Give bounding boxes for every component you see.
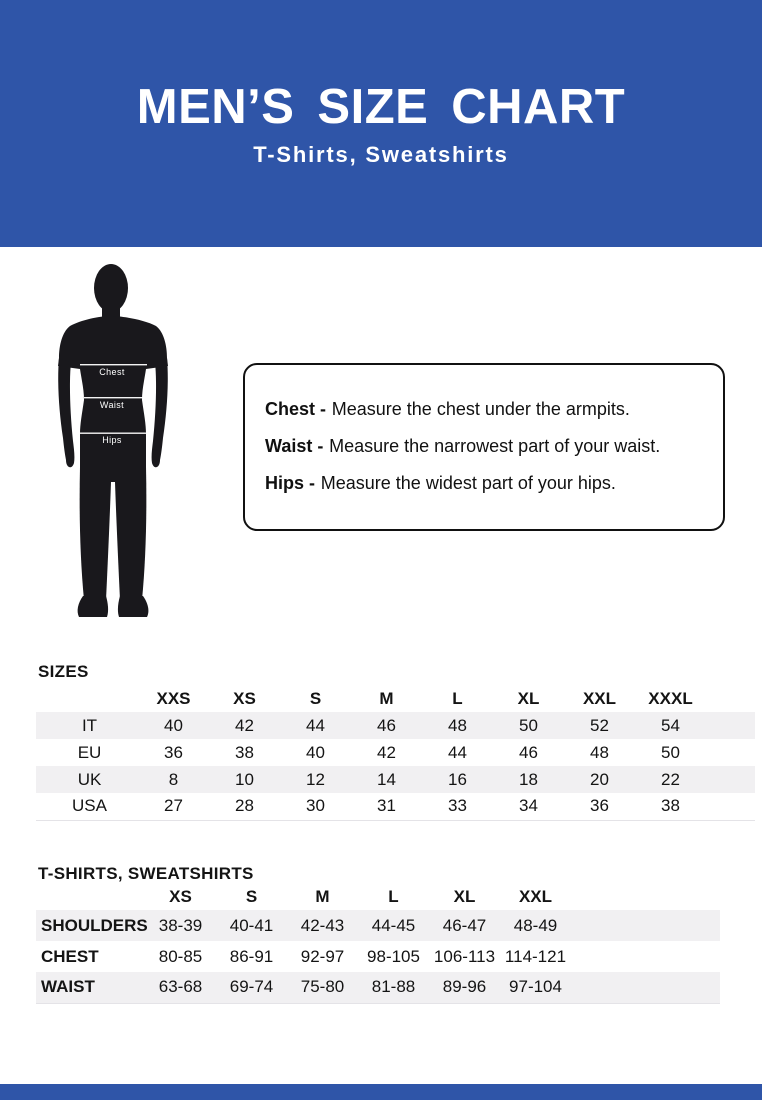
hips-figure-label: Hips	[102, 435, 122, 445]
chest-measure-line	[80, 364, 147, 365]
column-header: XXL	[518, 887, 553, 906]
size-value: 8	[168, 769, 179, 789]
corner-cell	[36, 686, 138, 712]
size-value: 42	[377, 742, 396, 762]
size-value: 31	[377, 796, 396, 816]
measure-range: 44-45	[371, 915, 416, 935]
size-value: 10	[235, 769, 254, 789]
size-value: 18	[519, 769, 538, 789]
man-silhouette-figure	[54, 262, 172, 622]
measure-range: 38-39	[158, 915, 203, 935]
measure-range: 81-88	[371, 977, 416, 997]
row-label: USA	[72, 796, 107, 816]
hips-measure-line	[80, 433, 148, 434]
waist-term: Waist -	[265, 436, 324, 457]
column-header: XL	[453, 887, 476, 906]
size-value: 14	[377, 769, 396, 789]
page-title: MEN’S SIZE CHART	[136, 80, 626, 134]
size-value: 34	[519, 796, 538, 816]
row-label: UK	[77, 769, 102, 789]
waist-desc: Measure the narrowest part of your waist.	[329, 436, 661, 457]
footer-accent-bar	[0, 1084, 762, 1100]
filler-cell	[571, 910, 720, 941]
hips-measure-description	[265, 474, 705, 494]
garment-row-chest	[36, 941, 720, 972]
size-value: 36	[164, 742, 183, 762]
filler-cell	[706, 766, 755, 793]
column-header: L	[388, 887, 399, 906]
garment-row-waist	[36, 972, 720, 1003]
corner-cell	[36, 884, 145, 910]
size-value: 48	[448, 715, 467, 735]
measure-range: 75-80	[300, 977, 345, 997]
size-value: 54	[661, 715, 680, 735]
filler-cell	[706, 793, 755, 820]
measure-range: 89-96	[442, 977, 487, 997]
filler-cell	[706, 686, 755, 712]
size-value: 46	[377, 715, 396, 735]
measure-range: 97-104	[509, 977, 562, 997]
size-value: 20	[590, 769, 609, 789]
filler-cell	[571, 941, 720, 972]
size-value: 28	[235, 796, 254, 816]
measure-range: 46-47	[442, 915, 487, 935]
column-header: S	[309, 689, 322, 708]
garment-measurements-table	[36, 884, 720, 1004]
filler-cell	[571, 884, 720, 910]
sizes-row-usa	[36, 793, 755, 820]
size-value: 50	[519, 715, 538, 735]
chest-term: Chest -	[265, 399, 327, 420]
size-value: 22	[661, 769, 680, 789]
size-value: 33	[448, 796, 467, 816]
size-value: 38	[661, 796, 680, 816]
row-label: IT	[81, 715, 98, 735]
waist-measure-description	[265, 437, 705, 457]
row-label: SHOULDERS	[41, 915, 148, 935]
column-header: M	[315, 887, 330, 906]
filler-cell	[571, 972, 720, 1003]
measure-range: 42-43	[300, 915, 345, 935]
hips-desc: Measure the widest part of your hips.	[320, 472, 616, 493]
size-value: 50	[661, 742, 680, 762]
size-value: 40	[164, 715, 183, 735]
size-value: 12	[306, 769, 325, 789]
garment-section-heading: T-SHIRTS, SWEATSHIRTS	[38, 864, 254, 883]
size-value: 42	[235, 715, 254, 735]
sizes-row-it	[36, 712, 755, 739]
size-value: 44	[448, 742, 467, 762]
row-label: CHEST	[41, 946, 99, 966]
size-value: 40	[306, 742, 325, 762]
column-header: XS	[169, 887, 192, 906]
measure-range: 98-105	[367, 946, 420, 966]
measure-range: 106-113	[433, 946, 496, 966]
measure-range: 63-68	[158, 977, 203, 997]
column-header: S	[245, 887, 258, 906]
chest-measure-description	[265, 400, 705, 420]
column-header: XXXL	[648, 689, 693, 708]
chest-figure-label: Chest	[99, 367, 125, 377]
sizes-conversion-table	[36, 686, 755, 821]
measure-range: 86-91	[229, 946, 274, 966]
size-value: 46	[519, 742, 538, 762]
column-header: XXL	[582, 689, 617, 708]
size-value: 52	[590, 715, 609, 735]
row-label: WAIST	[41, 977, 95, 997]
measure-range: 114-121	[504, 946, 567, 966]
column-header: XXS	[156, 689, 191, 708]
filler-cell	[706, 739, 755, 766]
header-band	[0, 0, 762, 247]
hips-term: Hips -	[265, 472, 316, 493]
sizes-header-row	[36, 686, 755, 712]
size-value: 16	[448, 769, 467, 789]
size-value: 48	[590, 742, 609, 762]
measure-range: 69-74	[229, 977, 274, 997]
page-subtitle: T-Shirts, Sweatshirts	[253, 141, 509, 167]
measure-range: 48-49	[513, 915, 558, 935]
filler-cell	[706, 712, 755, 739]
garment-row-shoulders	[36, 910, 720, 941]
chest-desc: Measure the chest under the armpits.	[331, 399, 630, 420]
column-header: XL	[517, 689, 540, 708]
size-value: 38	[235, 742, 254, 762]
column-header: L	[452, 689, 463, 708]
row-label: EU	[77, 742, 102, 762]
column-header: XS	[233, 689, 256, 708]
sizes-row-uk	[36, 766, 755, 793]
garment-header-row	[36, 884, 720, 910]
measure-range: 92-97	[300, 946, 345, 966]
sizes-section-heading: SIZES	[38, 662, 89, 681]
waist-figure-label: Waist	[99, 400, 125, 410]
measure-range: 80-85	[158, 946, 203, 966]
size-value: 27	[164, 796, 183, 816]
sizes-row-eu	[36, 739, 755, 766]
size-value: 36	[590, 796, 609, 816]
column-header: M	[379, 689, 394, 708]
size-value: 30	[306, 796, 325, 816]
waist-measure-line	[84, 397, 145, 398]
measure-range: 40-41	[229, 915, 274, 935]
measurement-info-box	[243, 363, 725, 531]
size-value: 44	[306, 715, 325, 735]
